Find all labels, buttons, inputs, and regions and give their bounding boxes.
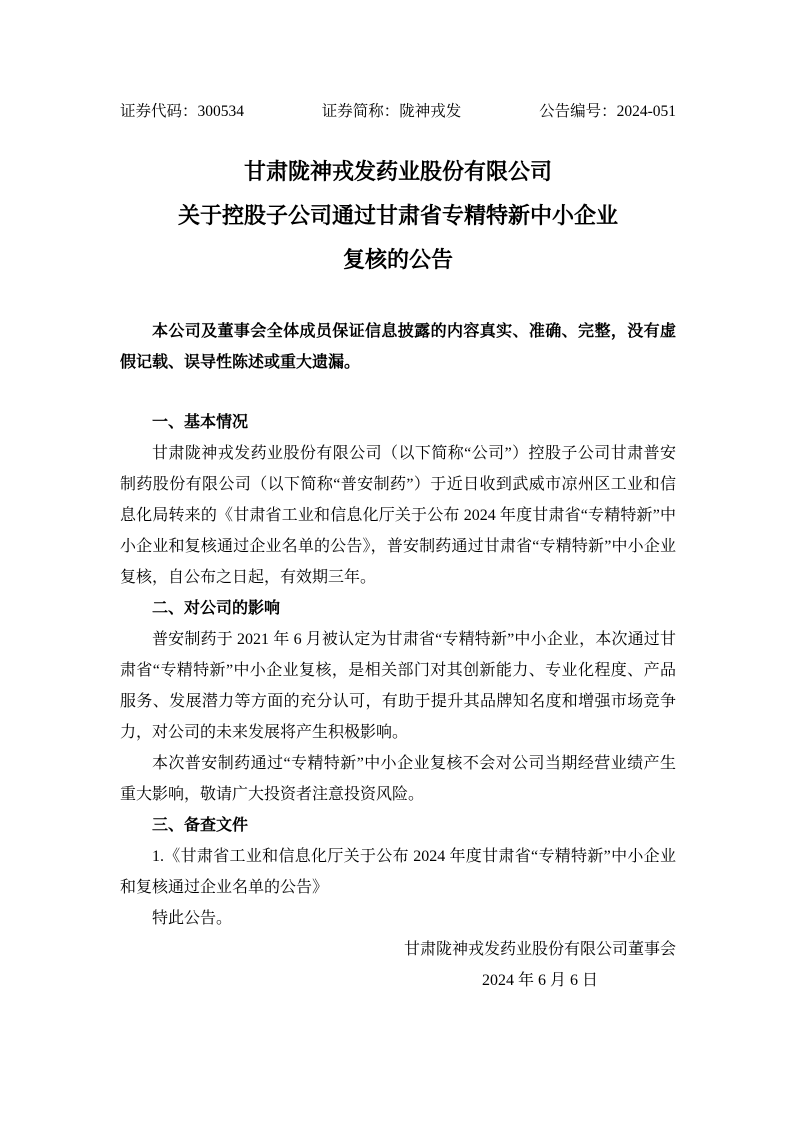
section-heading: 三、备查文件	[152, 817, 249, 834]
board-declaration: 本公司及董事会全体成员保证信息披露的内容真实、准确、完整，没有虚假记载、误导性陈述或重大遗漏。	[120, 323, 676, 371]
section-reference-documents	[120, 810, 676, 903]
paragraph: 甘肃陇神戎发药业股份有限公司（以下简称“公司”）控股子公司甘肃普安制药股份有限公司（以下简称“普安制药”）于近日收到武威市凉州区工业和信息化局转来的《甘肃省工业和信息化厅关于公布 2024 年度甘肃省“专精特新”中小企业和复核通过企业名单的公告》，普安制药通过甘肃省“专精特新”中小企业复核，自公布之日起，有效期三年。	[120, 445, 676, 586]
section-basic-info	[120, 407, 676, 593]
section-heading: 一、基本情况	[152, 414, 249, 431]
paragraph: 本次普安制药通过“专精特新”中小企业复核不会对公司当期经营业绩产生重大影响，敬请广大投资者注意投资风险。	[120, 755, 676, 803]
stock-abbreviation: 证券简称：陇神戎发	[321, 103, 462, 120]
date-line: 2024 年 6 月 6 日	[481, 972, 598, 989]
document-body	[120, 407, 676, 996]
section-impact-on-company	[120, 593, 676, 810]
announcement-number: 公告编号：2024-051	[539, 103, 676, 120]
stock-code: 证券代码：300534	[120, 103, 245, 120]
document-title	[120, 150, 676, 282]
title-line-3: 复核的公告	[342, 247, 453, 272]
signature-block	[404, 934, 676, 996]
paragraph: 1.《甘肃省工业和信息化厅关于公布 2024 年度甘肃省“专精特新”中小企业和复核通过企业名单的公告》	[120, 848, 676, 896]
section-heading: 二、对公司的影响	[152, 600, 281, 617]
doc-header	[120, 102, 676, 122]
title-line-1: 甘肃陇神戎发药业股份有限公司	[243, 159, 552, 184]
signature-line: 甘肃陇神戎发药业股份有限公司董事会	[403, 941, 676, 958]
title-line-2: 关于控股子公司通过甘肃省专精特新中小企业	[177, 203, 618, 228]
closing-line: 特此公告。	[152, 910, 233, 927]
paragraph: 普安制药于 2021 年 6 月被认定为甘肃省“专精特新”中小企业，本次通过甘肃省“专精特新”中小企业复核，是相关部门对其创新能力、专业化程度、产品服务、发展潜力等方面的充分认可，有助于提升其品牌知名度和增强市场竞争力，对公司的未来发展将产生积极影响。	[120, 631, 676, 741]
